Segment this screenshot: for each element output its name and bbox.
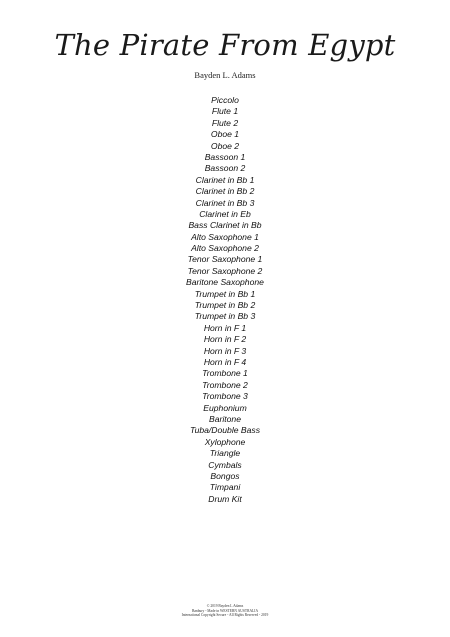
instrument-item: Trombone 1 (202, 368, 248, 379)
page-title: The Pirate From Egypt (54, 28, 396, 62)
instrument-item: Tenor Saxophone 2 (187, 265, 263, 276)
instrument-item: Euphonium (203, 402, 247, 413)
instrument-item: Xylophone (204, 436, 246, 447)
instrument-item: Trumpet in Bb 3 (194, 311, 256, 322)
instrument-item: Triangle (209, 448, 241, 459)
instrument-item: Clarinet in Bb 3 (195, 197, 255, 208)
instrument-item: Trumpet in Bb 1 (194, 288, 256, 299)
instrument-item: Horn in F 2 (203, 334, 247, 345)
instrument-item: Flute 1 (211, 106, 239, 117)
instrument-list (0, 95, 450, 505)
instrument-item: Piccolo (211, 95, 239, 105)
instrument-item: Timpani (209, 482, 241, 493)
instrument-item: Horn in F 3 (203, 345, 247, 356)
instrument-item: Cymbals (208, 459, 242, 470)
instrument-item: Horn in F 4 (203, 356, 247, 367)
footer-line: Banbury - Made in WESTERN AUSTRALIA (191, 608, 259, 613)
instrument-item: Bassoon 1 (204, 151, 246, 162)
composer-name: Bayden L. Adams (194, 70, 256, 80)
instrument-item: Tenor Saxophone 1 (187, 254, 263, 265)
instrument-item: Baritone (208, 413, 241, 424)
footer-line: © 2019 Bayden L Adams (206, 604, 244, 608)
footer-line: International Copyright Secure - All Rights Reserved - 2019 (181, 613, 269, 618)
instrument-item: Baritone Saxophone (186, 277, 264, 288)
instrument-item: Oboe 2 (210, 140, 240, 151)
instrument-item: Clarinet in Bb 1 (195, 174, 255, 185)
instrument-item: Clarinet in Bb 2 (195, 186, 255, 197)
instrument-item: Bassoon 2 (204, 163, 246, 174)
instrument-item: Oboe 1 (210, 129, 240, 140)
instrument-item: Drum Kit (208, 493, 242, 504)
instrument-item: Clarinet in Eb (199, 208, 251, 219)
instrument-item: Bass Clarinet in Bb (188, 220, 262, 231)
instrument-item: Horn in F 1 (203, 322, 247, 333)
instrument-item: Trombone 3 (202, 391, 248, 402)
instrument-item: Trombone 2 (202, 379, 248, 390)
instrument-item: Alto Saxophone 1 (191, 231, 259, 242)
instrument-item: Flute 2 (211, 117, 239, 128)
instrument-item: Tuba/Double Bass (189, 425, 261, 436)
instrument-item: Trumpet in Bb 2 (194, 300, 256, 311)
instrument-item: Alto Saxophone 2 (191, 243, 259, 254)
copyright-footer (0, 604, 450, 618)
instrument-item: Bongos (210, 470, 240, 481)
